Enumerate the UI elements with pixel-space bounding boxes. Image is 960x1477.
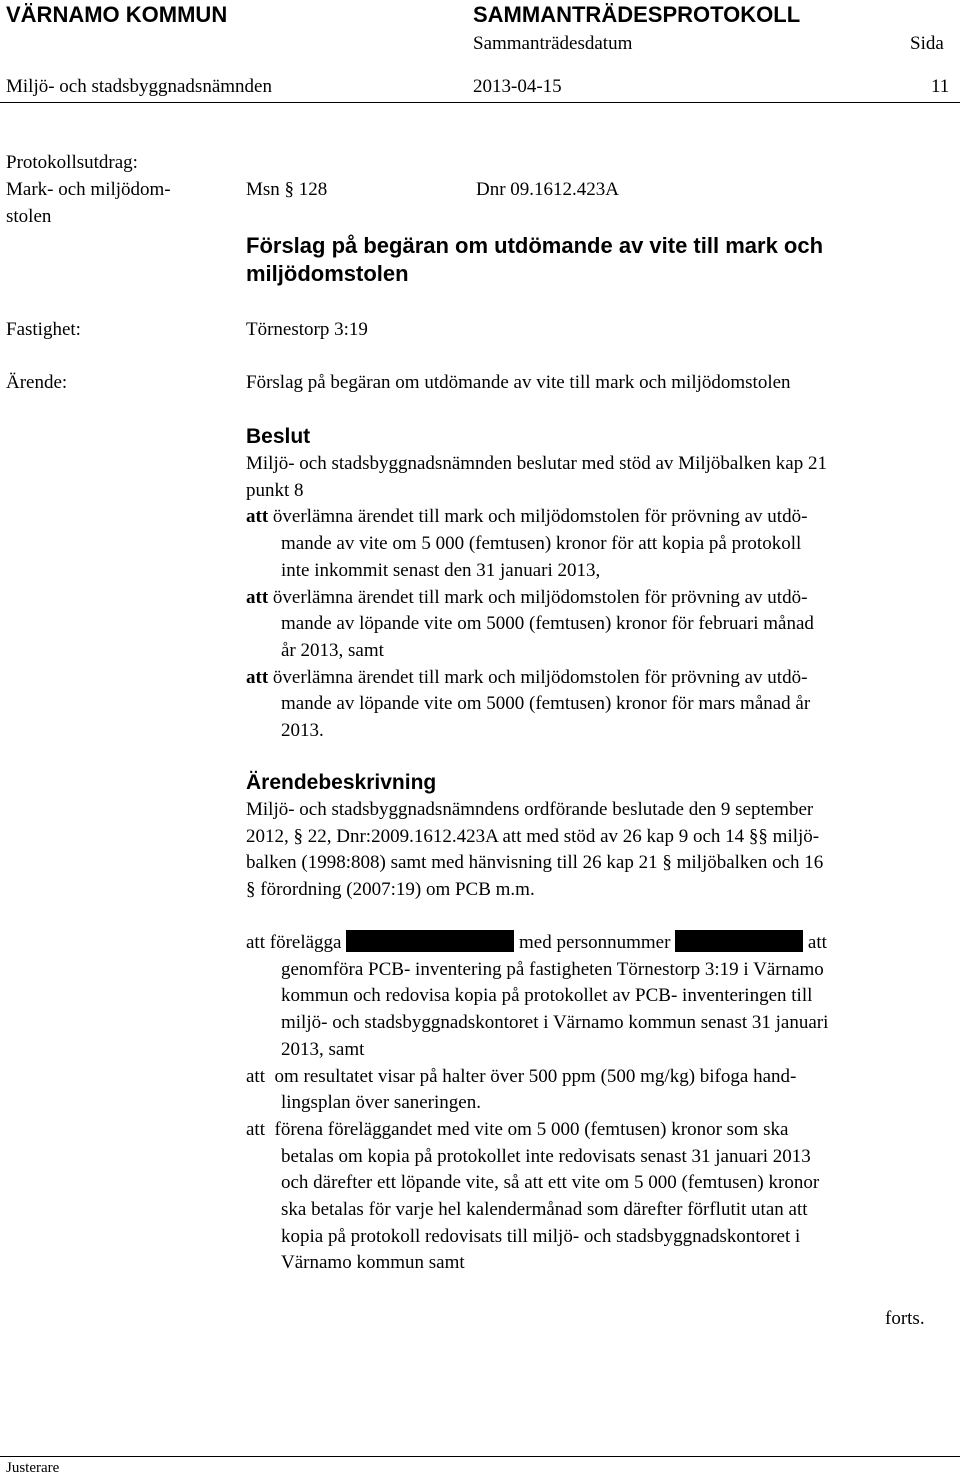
decision-item-2	[246, 585, 827, 612]
recipient-line-1: Mark- och miljödom-	[6, 179, 171, 200]
injunction-1-line-4: miljö- och stadsbyggnadskontoret i Värnamo kommun senast 31 januari	[281, 1012, 829, 1034]
injunction-3-line-5: kopia på protokoll redovisats till miljö- och stadsbyggnadskontoret i	[281, 1225, 801, 1247]
injunction-1-line-2: genomföra PCB- inventering på fastigheten Törnestorp 3:19 i Värnamo	[281, 958, 824, 980]
att-keyword: att	[246, 586, 269, 608]
property-value: Törnestorp 3:19	[246, 319, 368, 340]
injunction-2-line-1: om resultatet visar på halter över 500 ppm (500 mg/kg) bifoga hand-	[274, 1065, 797, 1087]
injunction-2-line-2: lingsplan över saneringen.	[281, 1092, 481, 1114]
decision-item-3-line-1: överlämna ärendet till mark och miljödomstolen för prövning av utdö-	[272, 666, 808, 688]
injunction-1-line-3: kommun och redovisa kopia på protokollet av PCB- inventeringen till	[281, 985, 813, 1007]
injunction-item-3	[246, 1117, 828, 1144]
injunction-list	[246, 930, 828, 1277]
redacted-name	[346, 930, 514, 952]
matter-value: Förslag på begäran om utdömande av vite till mark och miljödomstolen	[246, 372, 791, 393]
page-number: 11	[931, 76, 950, 97]
decision-item-1-line-3: inte inkommit senast den 31 januari 2013,	[281, 559, 601, 581]
committee-name: Miljö- och stadsbyggnadsnämnden	[6, 76, 272, 97]
injunction-item-2	[246, 1064, 828, 1091]
injunction-3-line-3: och därefter ett löpande vite, så att ett vite om 5 000 (femtusen) kronor	[281, 1172, 820, 1194]
meeting-date-label: Sammanträdesdatum	[473, 33, 633, 54]
case-description-heading: Ärendebeskrivning	[246, 771, 437, 794]
decision-intro-line-2: punkt 8	[246, 479, 304, 501]
decision-item-1	[246, 504, 827, 531]
att-keyword: att	[246, 506, 269, 528]
injunction-1-middle: med personnummer	[518, 932, 671, 953]
injunction-1-prefix: förelägga	[269, 932, 342, 953]
injunction-3-line-2: betalas om kopia på protokollet inte redovisats senast 31 januari 2013	[281, 1145, 811, 1167]
property-label: Fastighet:	[6, 319, 81, 340]
att-keyword: att	[246, 1065, 265, 1087]
decision-item-1-line-2: mande av vite om 5 000 (femtusen) kronor för att kopia på protokoll	[281, 533, 802, 555]
continued-marker: forts.	[885, 1308, 925, 1329]
injunction-item-1	[246, 930, 828, 957]
extract-label: Protokollsutdrag:	[6, 152, 138, 173]
decision-item-3-line-2: mande av löpande vite om 5000 (femtusen) kronor för mars månad år	[281, 693, 811, 715]
case-description-text	[246, 797, 823, 904]
case-description-line-1: Miljö- och stadsbyggnadsnämndens ordförande beslutade den 9 september	[246, 799, 814, 820]
case-number: Dnr 09.1612.423A	[476, 179, 620, 200]
paragraph-number: Msn § 128	[246, 179, 328, 200]
page-label: Sida	[910, 33, 944, 54]
header-divider	[0, 102, 960, 103]
document-type: SAMMANTRÄDESPROTOKOLL	[473, 2, 801, 27]
att-keyword: att	[246, 932, 265, 953]
matter-label: Ärende:	[6, 372, 68, 393]
redacted-personal-number	[675, 930, 803, 952]
case-description-line-4: § förordning (2007:19) om PCB m.m.	[246, 879, 535, 901]
injunction-3-line-6: Värnamo kommun samt	[281, 1252, 465, 1274]
decision-item-2-line-1: överlämna ärendet till mark och miljödomstolen för prövning av utdö-	[272, 586, 808, 608]
att-keyword: att	[246, 666, 269, 688]
decision-item-2-line-3: år 2013, samt	[281, 639, 384, 661]
decision-item-2-line-2: mande av löpande vite om 5000 (femtusen) kronor för februari månad	[281, 613, 814, 635]
title-line-1: Förslag på begäran om utdömande av vite till mark och	[246, 233, 824, 258]
att-keyword: att	[246, 1118, 265, 1140]
decision-item-3	[246, 665, 827, 692]
case-description-line-2: 2012, § 22, Dnr:2009.1612.423A att med stöd av 26 kap 9 och 14 §§ miljö-	[246, 825, 820, 847]
decision-item-1-line-1: överlämna ärendet till mark och miljödomstolen för prövning av utdö-	[272, 506, 808, 528]
decision-intro-line-1: Miljö- och stadsbyggnadsnämnden beslutar med stöd av Miljöbalken kap 21	[246, 453, 827, 474]
injunction-3-line-1: förena föreläggandet med vite om 5 000 (femtusen) kronor som ska	[274, 1118, 789, 1140]
justerare-label: Justerare	[6, 1460, 60, 1476]
decision-text	[246, 451, 827, 745]
meeting-date: 2013-04-15	[473, 76, 562, 97]
municipality-name: VÄRNAMO KOMMUN	[6, 2, 228, 27]
decision-heading: Beslut	[246, 425, 311, 448]
decision-item-3-line-3: 2013.	[281, 720, 324, 742]
recipient-line-2: stolen	[6, 206, 52, 227]
title-line-2: miljödomstolen	[246, 261, 409, 286]
footer-divider	[0, 1456, 960, 1457]
case-description-line-3: balken (1998:808) samt med hänvisning till 26 kap 21 § miljöbalken och 16	[246, 852, 824, 874]
injunction-1-suffix: att	[807, 932, 827, 953]
injunction-1-line-5: 2013, samt	[281, 1038, 365, 1060]
injunction-3-line-4: ska betalas för varje hel kalendermånad som därefter förflutit utan att	[281, 1199, 808, 1221]
